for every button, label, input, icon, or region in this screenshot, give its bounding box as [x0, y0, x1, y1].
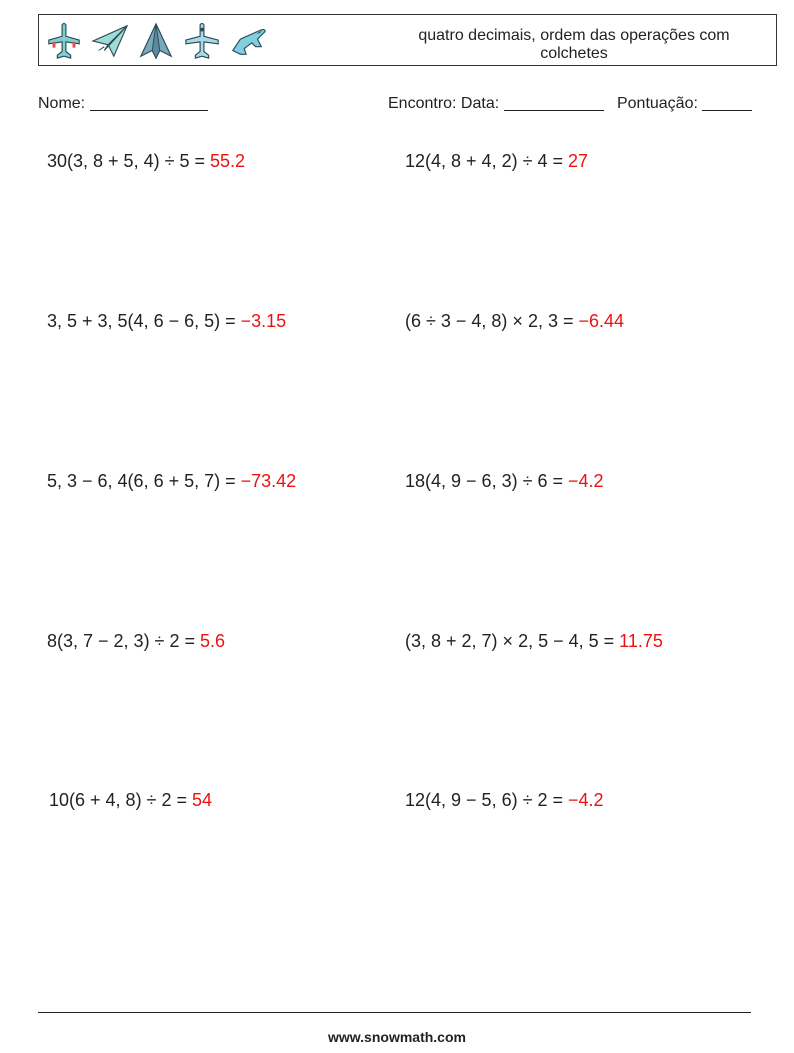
worksheet-header [38, 14, 777, 66]
score-blank[interactable] [702, 94, 752, 111]
encounter-date-label: Encontro: Data: [388, 95, 500, 112]
problem-item [49, 790, 212, 811]
problem-item [405, 790, 604, 811]
problem-answer: 11.75 [619, 631, 663, 651]
footer-divider [38, 1012, 751, 1013]
problem-answer: −4.2 [568, 471, 604, 491]
problem-item [405, 151, 588, 172]
problem-answer: 27 [568, 151, 589, 171]
problem-answer: −4.2 [568, 790, 604, 810]
header-icons [45, 21, 267, 61]
problem-expression: 5, 3 − 6, 4(6, 6 + 5, 7) = [47, 471, 236, 491]
problem-item [405, 631, 663, 652]
score-label: Pontuação: [616, 95, 698, 112]
airplane-icon [45, 21, 83, 61]
problem-answer: 54 [191, 790, 213, 810]
problem-item [47, 151, 245, 172]
problem-expression: 3, 5 + 3, 5(4, 6 − 6, 5) = [47, 311, 236, 331]
name-label: Nome: [38, 95, 86, 112]
jet-icon [229, 21, 267, 61]
footer-url[interactable]: www.snowmath.com [328, 1029, 466, 1045]
problem-item [47, 471, 296, 492]
problem-answer: 5.6 [199, 631, 226, 651]
problem-answer: −73.42 [240, 471, 297, 491]
problem-expression: 8(3, 7 − 2, 3) ÷ 2 = [47, 631, 195, 651]
problem-answer: −3.15 [240, 311, 287, 331]
problem-item [47, 311, 286, 332]
problem-answer: −6.44 [578, 311, 625, 331]
airplane-icon [183, 21, 221, 61]
problem-item [405, 311, 624, 332]
paper-plane-icon [91, 21, 129, 61]
problem-expression: 30(3, 8 + 5, 4) ÷ 5 = [47, 151, 205, 171]
problem-answer: 55.2 [210, 151, 246, 171]
problem-expression: (6 ÷ 3 − 4, 8) × 2, 3 = [405, 311, 574, 331]
problem-expression: 12(4, 9 − 5, 6) ÷ 2 = [405, 790, 563, 810]
name-field [38, 94, 208, 113]
problem-expression: 12(4, 8 + 4, 2) ÷ 4 = [405, 151, 563, 171]
problem-item [405, 471, 604, 492]
problem-expression: (3, 8 + 2, 7) × 2, 5 − 4, 5 = [405, 631, 615, 651]
worksheet-title: quatro decimais, ordem das operações com colchetes [418, 27, 730, 62]
problem-expression: 18(4, 9 − 6, 3) ÷ 6 = [405, 471, 563, 491]
name-blank[interactable] [90, 94, 208, 111]
date-blank[interactable] [504, 94, 604, 111]
problem-expression: 10(6 + 4, 8) ÷ 2 = [49, 790, 187, 810]
stealth-jet-icon [137, 21, 175, 61]
problem-item [47, 631, 225, 652]
encounter-field [388, 94, 752, 113]
